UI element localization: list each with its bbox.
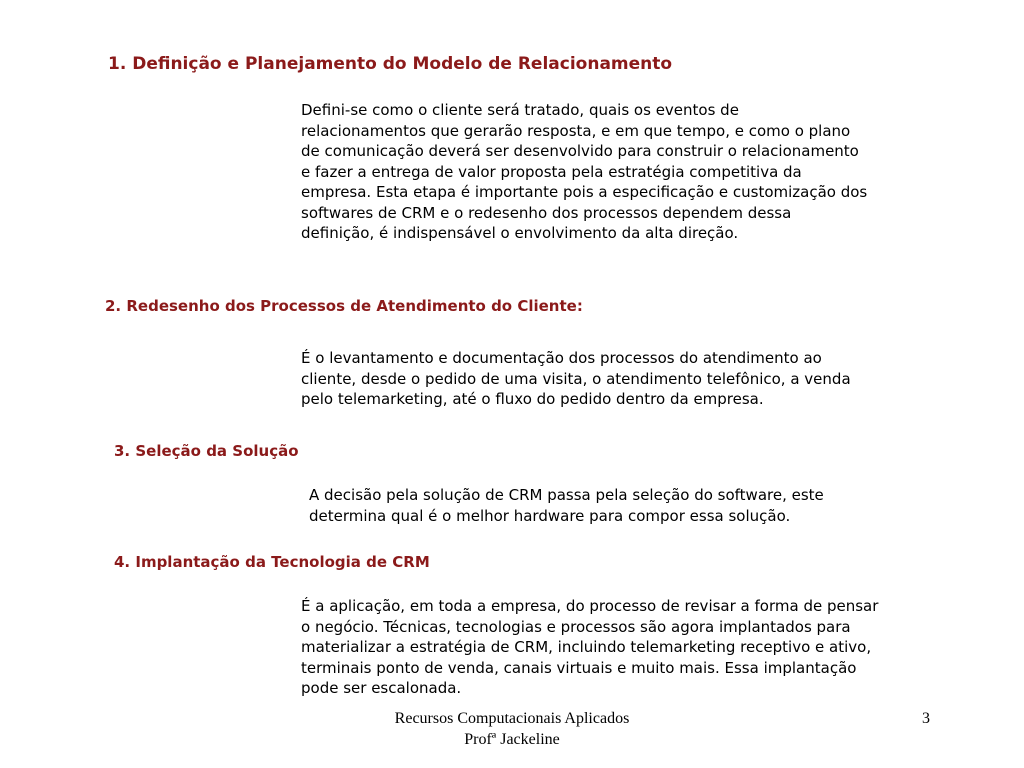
paragraph-line: de comunicação deverá ser desenvolvido para construir o relacionamento [301, 142, 859, 160]
footer-instructor: Profª Jackeline [464, 731, 560, 748]
paragraph-line: materializar a estratégia de CRM, incluindo telemarketing receptivo e ativo, [301, 638, 872, 656]
paragraph-line: A decisão pela solução de CRM passa pela seleção do software, este [309, 486, 824, 504]
section-3-heading: 3. Seleção da Solução [114, 442, 299, 460]
section-1-paragraph [301, 100, 867, 244]
paragraph-line: e fazer a entrega de valor proposta pela estratégia competitiva da [301, 162, 802, 181]
section-1-heading: 1. Definição e Planejamento do Modelo de Relacionamento [108, 54, 673, 74]
paragraph-line: definição, é indispensável o envolvimento da alta direção. [301, 224, 739, 242]
page-number: 3 [922, 710, 930, 727]
section-4-heading: 4. Implantação da Tecnologia de CRM [114, 553, 430, 571]
paragraph-line: pelo telemarketing, até o fluxo do pedido dentro da empresa. [301, 390, 764, 408]
paragraph-line: relacionamentos que gerarão resposta, e em que tempo, e como o plano [301, 121, 851, 140]
paragraph-line: empresa. Esta etapa é importante pois a especificação e customização dos [301, 183, 868, 201]
section-2-paragraph [301, 348, 851, 410]
section-4-paragraph [301, 596, 878, 699]
paragraph-line: determina qual é o melhor hardware para compor essa solução. [309, 506, 791, 525]
paragraph-line: É o levantamento e documentação dos processos do atendimento ao [301, 349, 822, 367]
paragraph-line: Defini-se como o cliente será tratado, quais os eventos de [301, 101, 739, 119]
paragraph-line: softwares de CRM e o redesenho dos processos dependem dessa [301, 203, 792, 222]
paragraph-line: cliente, desde o pedido de uma visita, o atendimento telefônico, a venda [301, 369, 851, 388]
paragraph-line: o negócio. Técnicas, tecnologias e processos são agora implantados para [301, 617, 851, 636]
slide-footer [340, 708, 684, 750]
paragraph-line: É a aplicação, em toda a empresa, do processo de revisar a forma de pensar [301, 597, 879, 615]
paragraph-line: pode ser escalonada. [301, 679, 462, 697]
footer-course-title: Recursos Computacionais Aplicados [394, 710, 630, 727]
section-2-heading: 2. Redesenho dos Processos de Atendimento do Cliente: [105, 297, 583, 315]
section-3-paragraph [309, 485, 824, 526]
paragraph-line: terminais ponto de venda, canais virtuais e muito mais. Essa implantação [301, 658, 857, 677]
